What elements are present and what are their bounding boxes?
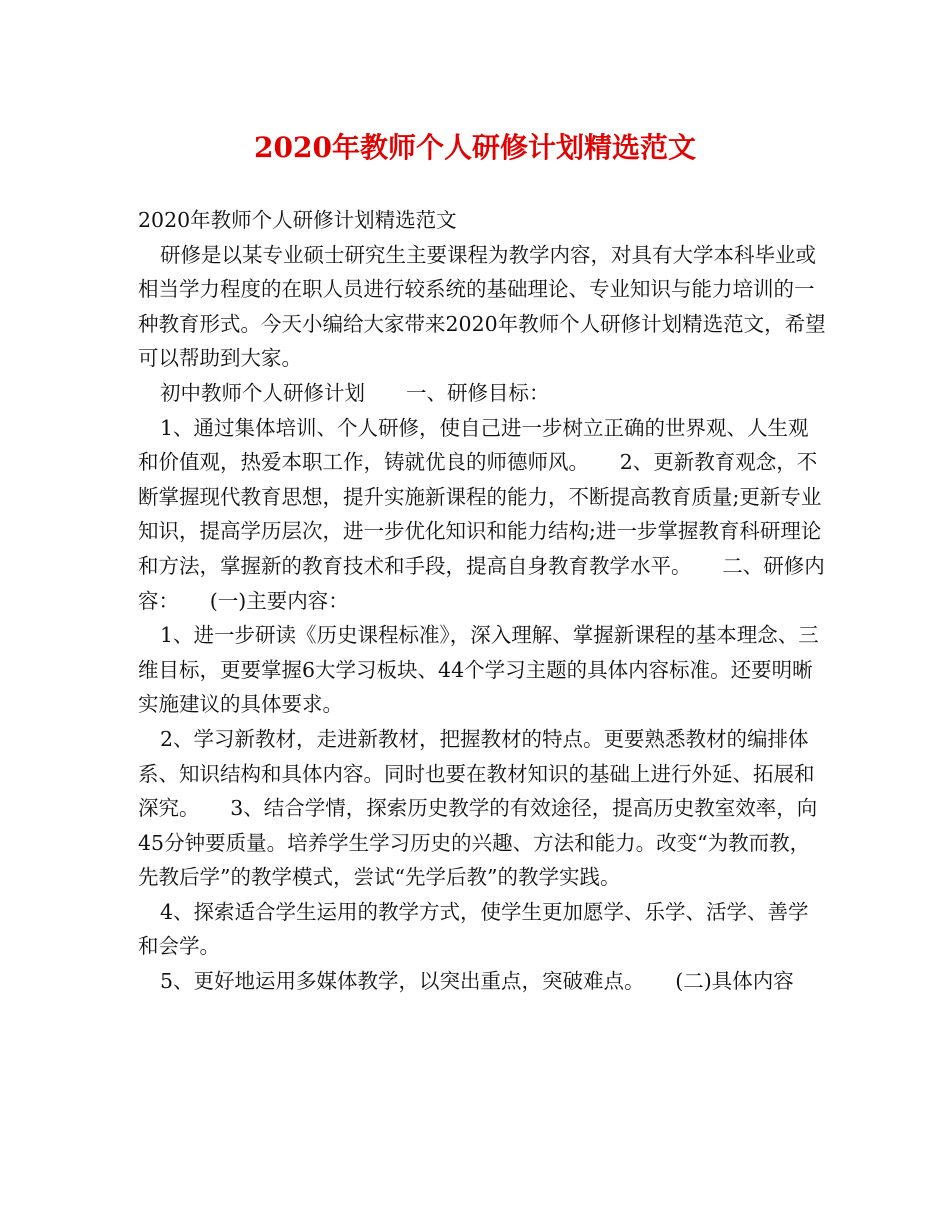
document-title: 2020年教师个人研修计划精选范文	[254, 131, 696, 164]
body-paragraph-goals: 1、通过集体培训、个人研修，使自己进一步树立正确的世界观、人生观和价值观，热爱本职工作，铸就优良的师德师风。 2、更新教育观念，不断掌握现代教育思想，提升实施新课程的能力，不断提高教育质量;更新专业知识，提高学历层次，进一步优化知识和能力结构;进一步掌握教育科研理论和方法，掌握新的教育技术和手段，提高自身教育教学水平。 二、研修内容： (一)主要内容：	[138, 415, 825, 613]
document-body	[138, 203, 828, 999]
body-paragraph-content-4: 4、探索适合学生运用的教学方式，使学生更加愿学、乐学、活学、善学和会学。	[138, 899, 809, 959]
body-paragraph-intro: 研修是以某专业硕士研究生主要课程为教学内容，对具有大学本科毕业或相当学力程度的在职人员进行较系统的基础理论、专业知识与能力培训的一种教育形式。今天小编给大家带来2020年教师个人研修计划精选范文，希望可以帮助到大家。	[138, 242, 826, 371]
body-paragraph-subtitle: 2020年教师个人研修计划精选范文	[138, 208, 457, 232]
body-paragraph-content-1: 1、进一步研读《历史课程标准》，深入理解、掌握新课程的基本理念、三维目标，更要掌握6大学习板块、44个学习主题的具体内容标准。还要明晰实施建议的具体要求。	[138, 623, 819, 717]
body-paragraph-content-5: 5、更好地运用多媒体教学，以突出重点，突破难点。 (二)具体内容	[160, 969, 794, 994]
body-paragraph-goals-heading: 初中教师个人研修计划 一、研修目标：	[160, 380, 550, 405]
body-paragraph-content-2: 2、学习新教材，走进新教材，把握教材的特点。更要熟悉教材的编排体系、知识结构和具体内容。同时也要在教材知识的基础上进行外延、拓展和深究。 3、结合学情，探索历史教学的有效途径，提高历史教室效率，向45分钟要质量。培养学生学习历史的兴趣、方法和能力。改变“为教而教，先教后学”的教学模式，尝试“先学后教”的教学实践。	[138, 726, 818, 890]
